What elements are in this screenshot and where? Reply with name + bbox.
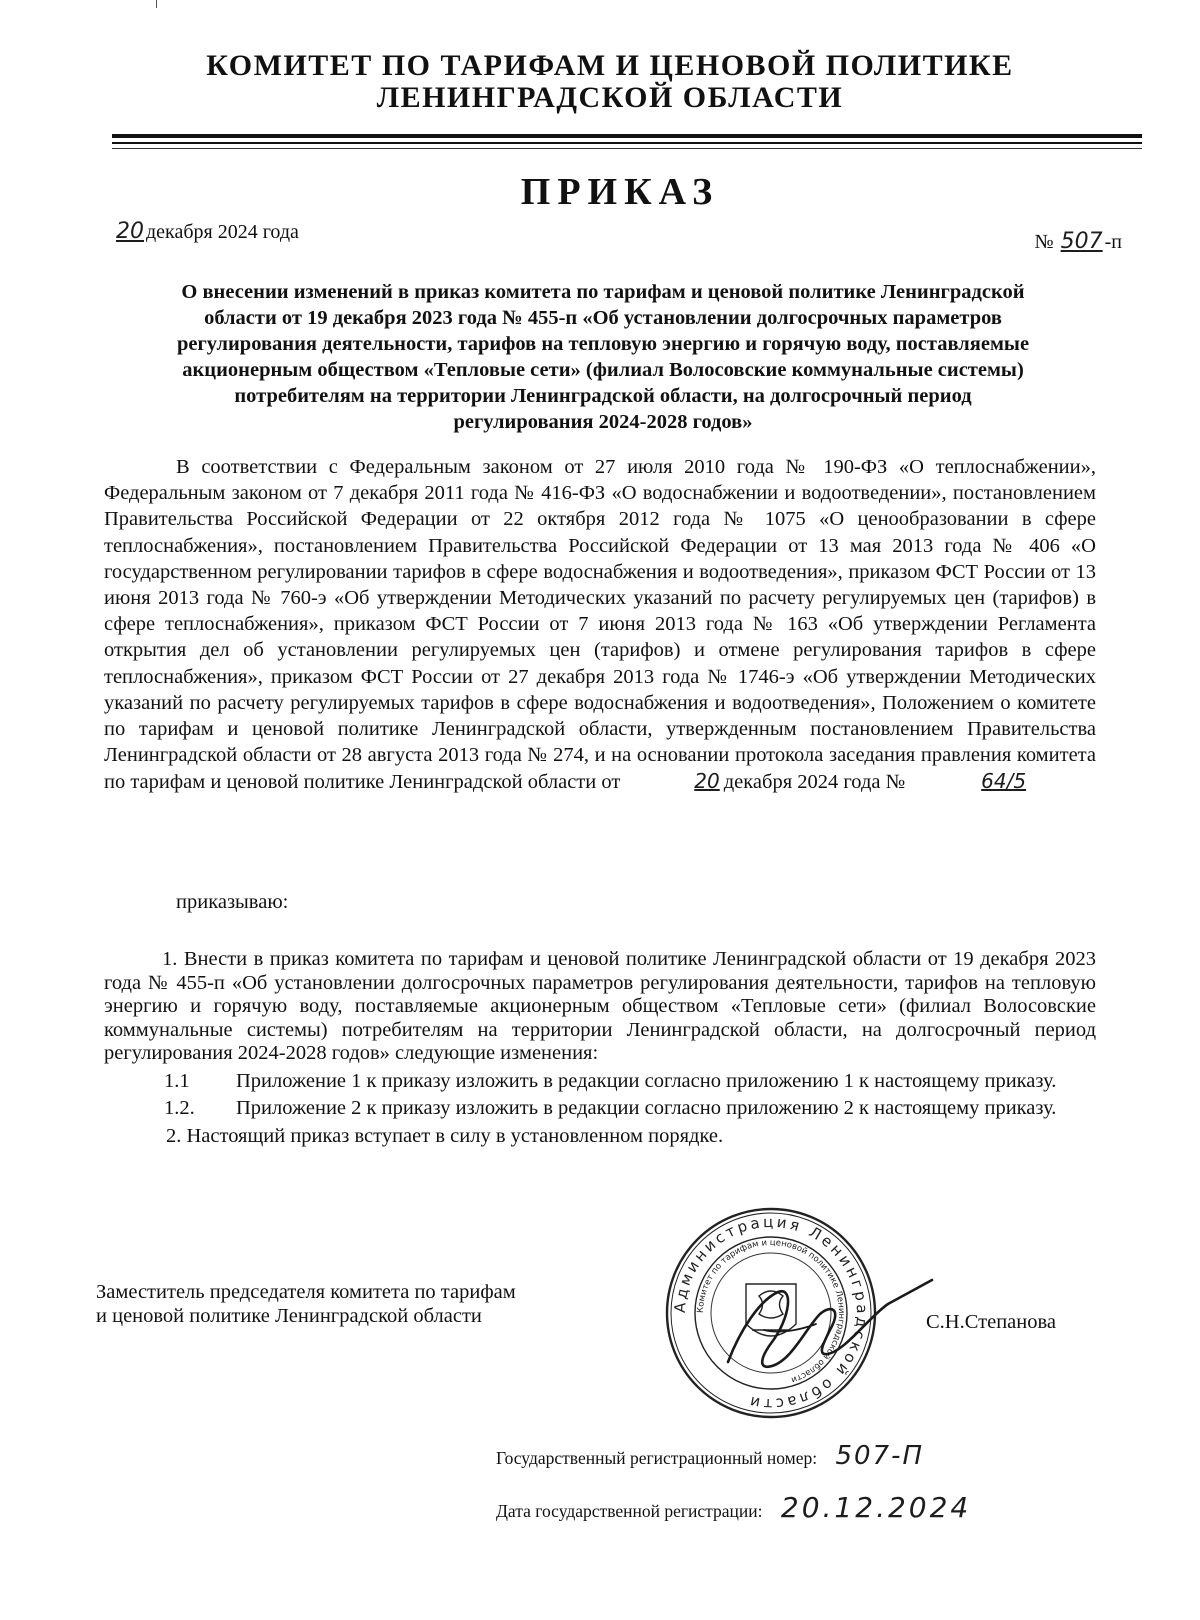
header-rule-thin: [112, 142, 1142, 144]
org-line-2: ЛЕНИНГРАДСКОЙ ОБЛАСТИ: [376, 81, 844, 114]
subject-line: акционерным обществом «Тепловые сети» (филиал Волосовские коммунальные системы): [182, 359, 1024, 381]
item-1-1: [104, 1070, 1096, 1094]
date-printed: декабря 2024 года: [146, 221, 299, 243]
subject-line: регулирования 2024-2028 годов»: [453, 411, 753, 433]
item-text: Приложение 2 к приказу изложить в редакции согласно приложению 2 к настоящему приказу.: [236, 1097, 1057, 1119]
registration-number: [496, 1441, 924, 1471]
item-label: 1.1: [164, 1069, 190, 1092]
registration-date-label: Дата государственной регистрации:: [496, 1501, 763, 1521]
signer-position: [96, 1280, 516, 1328]
item-2: 2. Настоящий приказ вступает в силу в установленном порядке.: [166, 1124, 724, 1147]
item-1-2: [104, 1097, 1096, 1121]
item-1: 1. Внести в приказ комитета по тарифам и ценовой политике Ленинградской области от 19 декабря 2023 года № 455-п «Об установлении долгосрочных параметров регулирования деятельности, тарифов на тепловую энергию и горячую воду, поставляемые акционерным обществом «Тепловые сети» (филиал Волосовские коммунальные системы) потребителям на территории Ленинградской области, на долгосрочный период регулирования 2024-2028 годов» следующие изменения:: [104, 948, 1096, 1064]
preamble-text: В соответствии с Федеральным законом от 27 июля 2010 года № 190-ФЗ «О теплоснабжении», Федеральным законом от 7 декабря 2011 года № 416-ФЗ «О водоснабжении и водоотведении», постановлением Правительства Российской Федерации от 22 октября 2012 года № 1075 «О ценообразовании в сфере теплоснабжения», постановлением Правительства Российской Федерации от 13 мая 2013 года № 406 «О государственном регулировании тарифов в сфере водоснабжения и водоотведения», приказом ФСТ России от 13 июня 2013 года № 760-э «Об утверждении Методических указаний по расчету регулируемых цен (тарифов) в сфере теплоснабжения», приказом ФСТ России от 7 июня 2013 года № 163 «Об утверждении Регламента открытия дел об установлении регулируемых цен (тарифов) и отмене регулирования тарифов в сфере теплоснабжения», приказом ФСТ России от 27 декабря 2013 года № 1746-э «Об утверждении Методических указаний по расчету регулируемых тарифов в сфере водоснабжения и водоотведения», Положением о комитете по тарифам и ценовой политике Ленинградской области, утвержденным постановлением Правительства Ленинградской области от 28 августа 2013 года № 274, и на основании протокола заседания правления комитета по тарифам и ценовой политике Ленинградской области от: [104, 456, 1096, 794]
org-line-1: КОМИТЕТ ПО ТАРИФАМ И ЦЕНОВОЙ ПОЛИТИКЕ: [206, 49, 1014, 82]
protocol-date-handwritten: 20: [694, 769, 720, 794]
registration-number-label: Государственный регистрационный номер:: [496, 1448, 818, 1468]
handwritten-signature: [720, 1270, 940, 1380]
stamp-inner-text: Комитет по тарифам и ценовой политике Ленинградской области: [695, 1237, 847, 1385]
signer-position-line: и ценовой политике Ленинградской области: [96, 1305, 482, 1327]
protocol-date-printed: декабря 2024 года №: [723, 771, 906, 794]
item-label: 1.2.: [164, 1097, 195, 1119]
protocol-number-handwritten: 64/5: [981, 769, 1027, 794]
subject-line: регулирования деятельности, тарифов на тепловую энергию и горячую воду, поставляемые: [176, 333, 1030, 355]
document-type-title: ПРИКАЗ: [520, 171, 720, 213]
order-number: [1035, 229, 1122, 254]
subject-line: области от 19 декабря 2023 года № 455-п «Об установлении долгосрочных параметров: [204, 307, 1002, 329]
order-subject: [108, 279, 1098, 435]
header-rule-hairline: [112, 148, 1142, 149]
number-prefix: №: [1034, 231, 1054, 253]
subject-line: потребителям на территории Ленинградской области, на долгосрочный период: [234, 385, 972, 407]
date-handwritten: 20: [116, 219, 144, 244]
stamp-outer-text: Администрация Ленинградской области: [670, 1212, 872, 1414]
registration-date-value: 20.12.2024: [780, 1491, 972, 1524]
registration-date: [496, 1491, 971, 1524]
subject-line: О внесении изменений в приказ комитета по тарифам и ценовой политике Ленинградской: [181, 281, 1025, 303]
scan-mark: [156, 0, 157, 8]
number-suffix: -п: [1104, 231, 1122, 253]
order-word: приказываю:: [176, 891, 289, 913]
organization-header: [110, 50, 1110, 114]
registration-number-value: 507-П: [835, 1441, 925, 1471]
item-text: Приложение 1 к приказу изложить в редакции согласно приложению 1 к настоящему приказу.: [236, 1069, 1057, 1092]
preamble-paragraph: [104, 454, 1096, 796]
signer-position-line: Заместитель председателя комитета по тарифам: [96, 1281, 516, 1303]
header-rule-thick: [112, 134, 1142, 138]
order-items: [104, 948, 1096, 1148]
order-date: [116, 219, 299, 244]
signer-name: С.Н.Степанова: [926, 1311, 1056, 1333]
number-handwritten: 507: [1060, 229, 1103, 254]
